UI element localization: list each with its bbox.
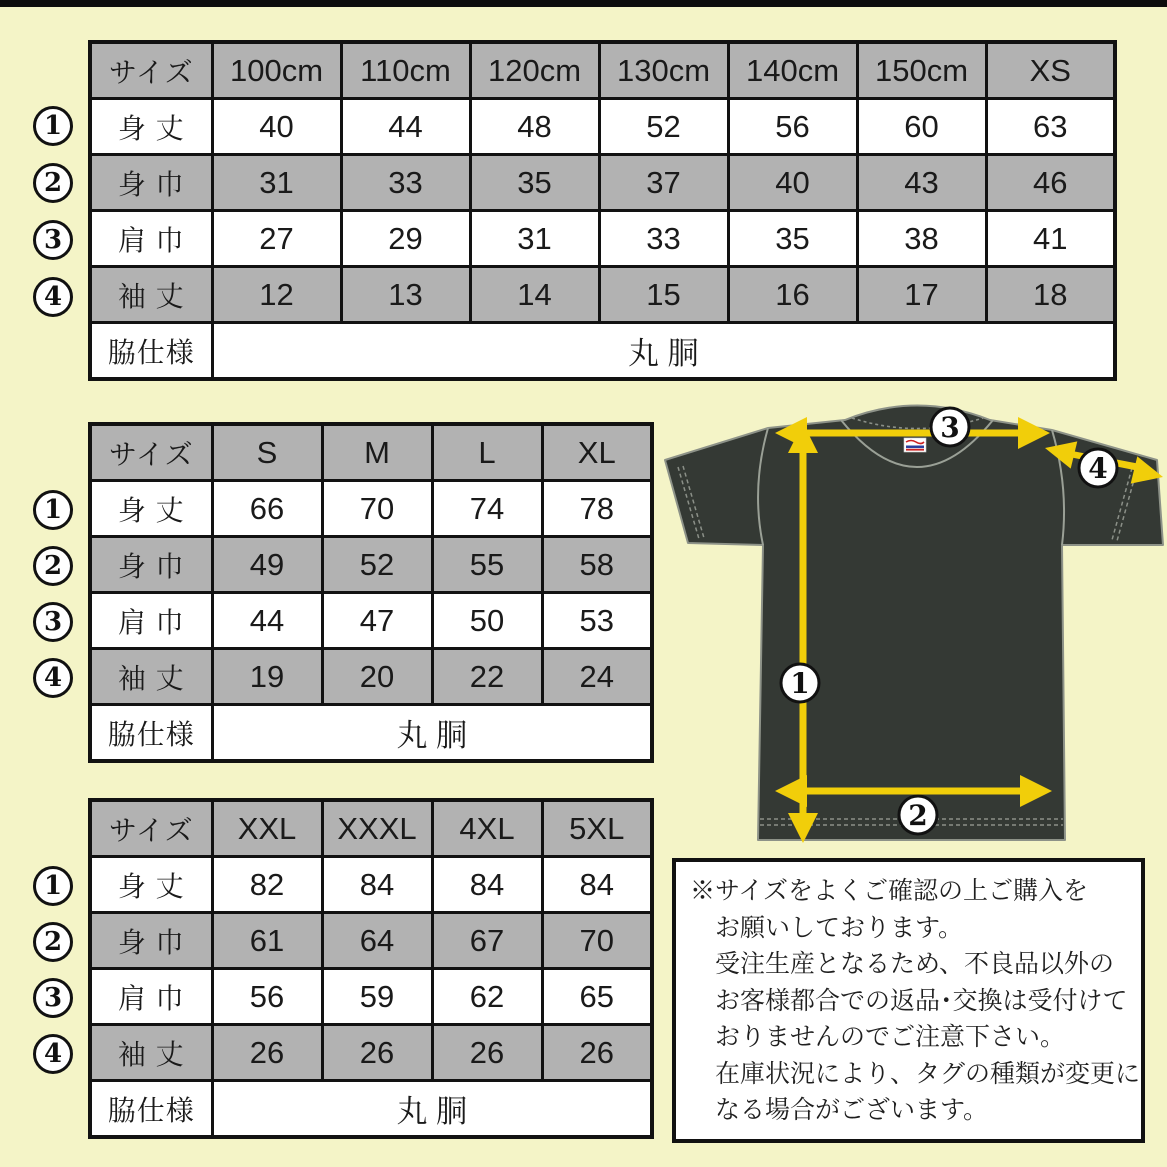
value-cell: 31 bbox=[212, 155, 341, 211]
value-cell: 24 bbox=[542, 649, 652, 705]
row-label: 脇仕様 bbox=[90, 1081, 212, 1138]
value-cell: 78 bbox=[542, 481, 652, 537]
size-table-adult bbox=[88, 422, 654, 763]
row-marker-4: 4 bbox=[33, 658, 73, 698]
value-cell: 62 bbox=[432, 969, 542, 1025]
note-line: お客様都合での返品･交換は受付けて bbox=[715, 986, 1128, 1015]
value-cell: 84 bbox=[432, 857, 542, 913]
value-cell: 47 bbox=[322, 593, 432, 649]
header-cell: 4XL bbox=[432, 800, 542, 857]
diagram-marker-1: 1 bbox=[790, 667, 810, 700]
value-cell: 61 bbox=[212, 913, 322, 969]
value-cell: 59 bbox=[322, 969, 432, 1025]
value-cell: 26 bbox=[212, 1025, 322, 1081]
row-marker-2: 2 bbox=[33, 922, 73, 962]
value-cell: 55 bbox=[432, 537, 542, 593]
value-cell: 31 bbox=[470, 211, 599, 267]
header-cell: 110cm bbox=[341, 42, 470, 99]
row-label: 肩 巾 bbox=[90, 969, 212, 1025]
spec-value: 丸 胴 bbox=[212, 705, 652, 762]
value-cell: 12 bbox=[212, 267, 341, 323]
note-line: 在庫状況により、タグの種類が変更に bbox=[715, 1059, 1141, 1088]
tshirt-measure-diagram bbox=[645, 393, 1167, 863]
row-label: 袖 丈 bbox=[90, 1025, 212, 1081]
row-marker-3: 3 bbox=[33, 602, 73, 642]
value-cell: 26 bbox=[432, 1025, 542, 1081]
row-label: 袖 丈 bbox=[90, 649, 212, 705]
value-cell: 84 bbox=[322, 857, 432, 913]
value-cell: 26 bbox=[322, 1025, 432, 1081]
header-cell: サイズ bbox=[90, 424, 212, 481]
row-label: 身 巾 bbox=[90, 537, 212, 593]
value-cell: 18 bbox=[986, 267, 1115, 323]
header-cell: XL bbox=[542, 424, 652, 481]
diagram-marker-4: 4 bbox=[1088, 452, 1108, 485]
value-cell: 40 bbox=[212, 99, 341, 155]
note-line: お願いしております。 bbox=[715, 913, 964, 942]
value-cell: 50 bbox=[432, 593, 542, 649]
value-cell: 16 bbox=[728, 267, 857, 323]
row-label: 身 巾 bbox=[90, 155, 212, 211]
header-cell: 140cm bbox=[728, 42, 857, 99]
value-cell: 33 bbox=[341, 155, 470, 211]
header-cell: サイズ bbox=[90, 800, 212, 857]
value-cell: 52 bbox=[599, 99, 728, 155]
value-cell: 14 bbox=[470, 267, 599, 323]
row-marker-1: 1 bbox=[33, 490, 73, 530]
spec-value: 丸 胴 bbox=[212, 323, 1115, 380]
value-cell: 27 bbox=[212, 211, 341, 267]
header-cell: XXXL bbox=[322, 800, 432, 857]
row-label: 袖 丈 bbox=[90, 267, 212, 323]
value-cell: 13 bbox=[341, 267, 470, 323]
row-label: 身 丈 bbox=[90, 857, 212, 913]
row-marker-2: 2 bbox=[33, 163, 73, 203]
size-table-big bbox=[88, 798, 654, 1139]
value-cell: 41 bbox=[986, 211, 1115, 267]
row-label: 身 丈 bbox=[90, 99, 212, 155]
value-cell: 17 bbox=[857, 267, 986, 323]
note-line: なる場合がございます。 bbox=[715, 1096, 989, 1124]
header-cell: サイズ bbox=[90, 42, 212, 99]
value-cell: 49 bbox=[212, 537, 322, 593]
value-cell: 38 bbox=[857, 211, 986, 267]
neck-tag bbox=[904, 438, 926, 452]
value-cell: 64 bbox=[322, 913, 432, 969]
value-cell: 70 bbox=[322, 481, 432, 537]
value-cell: 20 bbox=[322, 649, 432, 705]
header-cell: S bbox=[212, 424, 322, 481]
value-cell: 63 bbox=[986, 99, 1115, 155]
value-cell: 40 bbox=[728, 155, 857, 211]
value-cell: 26 bbox=[542, 1025, 652, 1081]
value-cell: 84 bbox=[542, 857, 652, 913]
row-marker-3: 3 bbox=[33, 978, 73, 1018]
row-label: 脇仕様 bbox=[90, 705, 212, 762]
note-line: 受注生産となるため、不良品以外の bbox=[715, 950, 1115, 978]
header-cell: XXL bbox=[212, 800, 322, 857]
value-cell: 70 bbox=[542, 913, 652, 969]
value-cell: 65 bbox=[542, 969, 652, 1025]
row-marker-4: 4 bbox=[33, 1034, 73, 1074]
purchase-note-box bbox=[672, 858, 1145, 1143]
value-cell: 82 bbox=[212, 857, 322, 913]
note-line: おりませんのでご注意下さい。 bbox=[715, 1023, 1066, 1051]
note-line: ※サイズをよくご確認の上ご購入を bbox=[690, 877, 1089, 905]
header-cell: 150cm bbox=[857, 42, 986, 99]
value-cell: 56 bbox=[212, 969, 322, 1025]
size-table-kids bbox=[88, 40, 1117, 381]
top-black-band bbox=[0, 0, 1167, 7]
value-cell: 29 bbox=[341, 211, 470, 267]
value-cell: 35 bbox=[728, 211, 857, 267]
diagram-marker-3: 3 bbox=[940, 411, 960, 444]
value-cell: 48 bbox=[470, 99, 599, 155]
row-label: 身 巾 bbox=[90, 913, 212, 969]
value-cell: 33 bbox=[599, 211, 728, 267]
value-cell: 44 bbox=[341, 99, 470, 155]
header-cell: 100cm bbox=[212, 42, 341, 99]
header-cell: M bbox=[322, 424, 432, 481]
row-marker-1: 1 bbox=[33, 106, 73, 146]
value-cell: 35 bbox=[470, 155, 599, 211]
header-cell: 120cm bbox=[470, 42, 599, 99]
row-label: 脇仕様 bbox=[90, 323, 212, 380]
value-cell: 37 bbox=[599, 155, 728, 211]
header-cell: 130cm bbox=[599, 42, 728, 99]
value-cell: 60 bbox=[857, 99, 986, 155]
row-marker-1: 1 bbox=[33, 866, 73, 906]
row-marker-4: 4 bbox=[33, 277, 73, 317]
value-cell: 56 bbox=[728, 99, 857, 155]
row-marker-2: 2 bbox=[33, 546, 73, 586]
value-cell: 15 bbox=[599, 267, 728, 323]
value-cell: 67 bbox=[432, 913, 542, 969]
header-cell: 5XL bbox=[542, 800, 652, 857]
spec-value: 丸 胴 bbox=[212, 1081, 652, 1138]
header-cell: XS bbox=[986, 42, 1115, 99]
row-label: 肩 巾 bbox=[90, 211, 212, 267]
diagram-marker-2: 2 bbox=[908, 799, 928, 832]
row-marker-3: 3 bbox=[33, 220, 73, 260]
value-cell: 22 bbox=[432, 649, 542, 705]
value-cell: 53 bbox=[542, 593, 652, 649]
row-label: 身 丈 bbox=[90, 481, 212, 537]
value-cell: 52 bbox=[322, 537, 432, 593]
value-cell: 58 bbox=[542, 537, 652, 593]
header-cell: L bbox=[432, 424, 542, 481]
value-cell: 46 bbox=[986, 155, 1115, 211]
value-cell: 66 bbox=[212, 481, 322, 537]
value-cell: 19 bbox=[212, 649, 322, 705]
value-cell: 44 bbox=[212, 593, 322, 649]
row-label: 肩 巾 bbox=[90, 593, 212, 649]
value-cell: 74 bbox=[432, 481, 542, 537]
value-cell: 43 bbox=[857, 155, 986, 211]
